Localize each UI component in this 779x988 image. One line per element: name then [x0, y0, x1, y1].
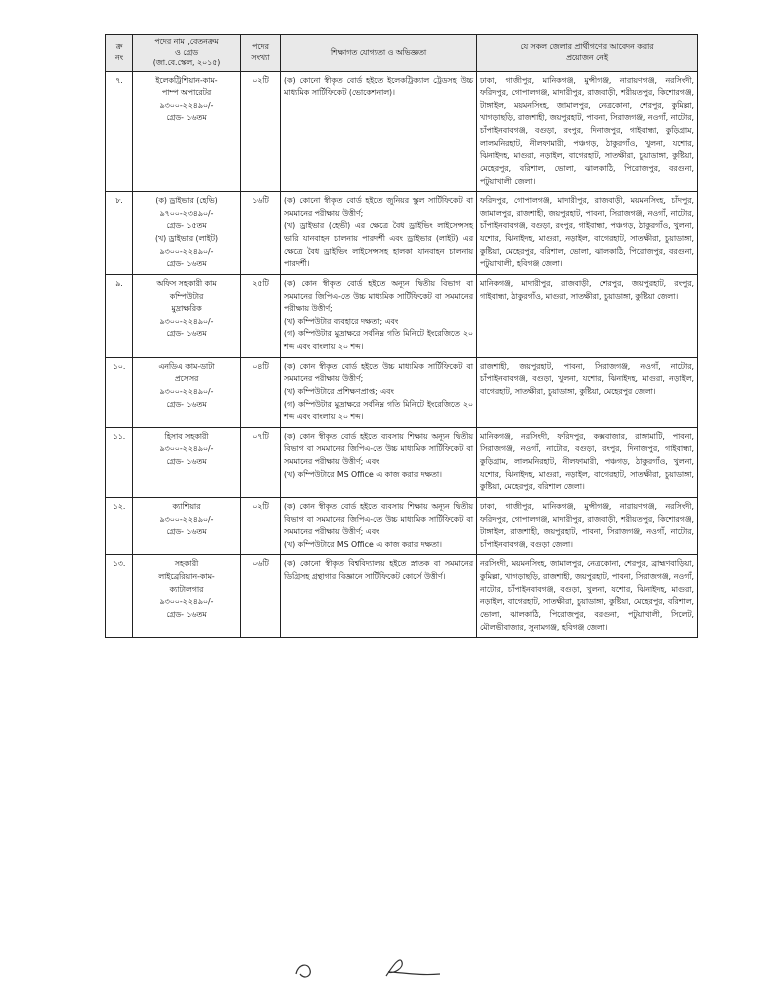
qualification-item: (খ) কম্পিউটারে MS Office এ কাজ করার দক্ষতা।: [284, 469, 442, 479]
table-row: [106, 427, 698, 497]
table-body: [106, 71, 698, 638]
qualification-item: (ক) কোন স্বীকৃত বোর্ড হইতে অন্যূন দ্বিতীয় বিভাগ বা সমমানের জিপিএ-তে উচ্চ মাধ্যমিক সার্টিফিকেট বা সমমানের পরীক্ষায় উত্তীর্ণ;: [284, 278, 473, 314]
qualification-item: (ক) কোনো স্বীকৃত বিশ্ববিদ্যালয় হইতে স্নাতক বা সমমানের ডিগ্রিসহ গ্রন্থাগার বিজ্ঞানে সার্টিফিকেট কোর্সে উত্তীর্ণ।: [284, 559, 473, 582]
qualification-item: (খ) কম্পিউটার ব্যবহারে দক্ষতা; এবং: [284, 316, 399, 326]
row-post-name: [133, 192, 241, 275]
qualification-item: (ক) কোন স্বীকৃত বোর্ড হইতে উচ্চ মাধ্যমিক সার্টিফিকেট বা সমমানের পরীক্ষায় উত্তীর্ণ;: [284, 361, 473, 384]
qualification-item: (গ) কম্পিউটার মুদ্রাক্ষরে সর্বনিম্ন গতি মিনিটে ইংরেজিতে ২০ শব্দ এবং বাংলায় ২০ শব্দ।: [284, 329, 473, 352]
post-line: ইলেকট্রিশিয়ান-কাম-: [155, 75, 218, 85]
post-line: লাইব্রেরিয়ান-কাম-: [158, 572, 215, 582]
post-line: ক্যাশিয়ার: [172, 501, 201, 511]
qualification-item: (খ) কম্পিউটারে প্রশিক্ষণপ্রাপ্ত; এবং: [284, 386, 394, 396]
job-circular-table: [105, 34, 698, 638]
row-vacancy-count: ০৭টি: [241, 427, 281, 497]
row-serial: ৮.: [106, 192, 133, 275]
row-excluded-districts: মানিকগঞ্জ, নরসিংদী, ফরিদপুর, কক্সবাজার, রাঙ্গামাটি, পাবনা, সিরাজগঞ্জ, নওগাঁ, নাটোর, বগুড়া, রংপুর, দিনাজপুর, গাইবান্ধা, কুড়িগ্রাম, লালমনিরহাট, নীলফামারী, পঞ্চগড়, ঠাকুরগাঁও, খুলনা, যশোর, ঝিনাইদহ, মাগুরা, নড়াইল, বাগেরহাট, সাতক্ষীরা, চুয়াডাঙ্গা, কুষ্টিয়া, মেহেরপুর, বরিশাল জেলা।: [477, 427, 698, 497]
post-line: ৯৩০০-২২৪৯০/-: [159, 100, 214, 110]
post-line: ৯৩০০-২২৪৯০/-: [159, 514, 214, 524]
row-serial: ১১.: [106, 427, 133, 497]
post-line: (খ) ড্রাইভার (লাইট): [154, 234, 218, 244]
table-row: [106, 555, 698, 638]
post-line: প্রসেসর: [174, 374, 199, 384]
post-line: ৯৩০০-২২৪৯০/-: [159, 444, 214, 454]
header-districts: যে সকল জেলার প্রার্থীগণের আবেদন করার প্রয়োজন নেই: [477, 35, 698, 72]
post-line: ৯৩০০-২২৪৯০/-: [159, 597, 214, 607]
qualification-item: (ক) কোনো স্বীকৃত বোর্ড হইতে ইলেকট্রিক্যাল ট্রেডসহ উচ্চ মাধ্যমিক সার্টিফিকেট (ভোকেশনাল)।: [284, 75, 473, 98]
row-post-name: [133, 427, 241, 497]
post-line: গ্রেড- ১৬তম: [166, 113, 207, 123]
row-excluded-districts: রাজশাহী, জয়পুরহাট, পাবনা, সিরাজগঞ্জ, নওগাঁ, নাটোর, চাঁপাইনবাবগঞ্জ, বগুড়া, খুলনা, যশোর, ঝিনাইদহ, মাগুরা, নড়াইল, বাগেরহাট, সাতক্ষীরা, চুয়াডাঙ্গা, কুষ্টিয়া, মেহেরপুর জেলা।: [477, 357, 698, 427]
row-post-name: [133, 357, 241, 427]
row-vacancy-count: ১৬টি: [241, 192, 281, 275]
row-post-name: [133, 497, 241, 555]
post-line: ৯৩০০-২২৪৯০/-: [159, 386, 214, 396]
post-line: কম্পিউটার: [169, 291, 204, 301]
table-row: [106, 497, 698, 555]
post-line: মুদ্রাক্ষরিক: [171, 304, 202, 314]
row-excluded-districts: মানিকগঞ্জ, মাদারীপুর, রাজবাড়ী, শেরপুর, জয়পুরহাট, রংপুর, গাইবান্ধা, ঠাকুরগাঁও, মাগুরা, সাতক্ষীরা, চুয়াডাঙ্গা, কুষ্টিয়া জেলা।: [477, 274, 698, 357]
row-serial: ৭.: [106, 71, 133, 192]
row-post-name: [133, 555, 241, 638]
row-excluded-districts: ঢাকা, গাজীপুর, মানিকগঞ্জ, মুন্সীগঞ্জ, নারায়ণগঞ্জ, নরসিংদী, ফরিদপুর, গোপালগঞ্জ, মাদারীপুর, রাজবাড়ী, শরীয়তপুর, কিশোরগঞ্জ, টাঙ্গাইল, রাজশাহী, জয়পুরহাট, পাবনা, সিরাজগঞ্জ, নওগাঁ, নাটোর, চাঁপাইনবাবগঞ্জ, বগুড়া জেলা।: [477, 497, 698, 555]
post-line: গ্রেড- ১৬তম: [166, 399, 207, 409]
qualification-item: (গ) কম্পিউটার মুদ্রাক্ষরে সর্বনিম্ন গতি মিনিটে ইংরেজিতে ২০ শব্দ এবং বাংলায় ২০ শব্দ।: [284, 399, 473, 422]
row-vacancy-count: ০৬টি: [241, 555, 281, 638]
row-vacancy-count: ০২টি: [241, 497, 281, 555]
row-qualification: [281, 274, 477, 357]
post-line: গ্রেড- ১৬তম: [166, 329, 207, 339]
header-vacancy: পদের সংখ্যা: [241, 35, 281, 72]
row-qualification: [281, 357, 477, 427]
row-vacancy-count: ০৪টি: [241, 357, 281, 427]
qualification-item: (ক) কোন স্বীকৃত বোর্ড হইতে ব্যবসায় শিক্ষায় অন্যূন দ্বিতীয় বিভাগ বা সমমানের জিপিএ-তে উচ্চ মাধ্যমিক সার্টিফিকেট বা সমমানের পরীক্ষায় উত্তীর্ণ; এবং: [284, 431, 473, 467]
row-qualification: [281, 497, 477, 555]
post-line: এনডিএ কাম-ডাটা: [158, 361, 215, 371]
post-line: সহকারী: [174, 559, 199, 569]
post-line: গ্রেড- ১৬তম: [166, 609, 207, 619]
post-line: ৯৩০০-২২৪৯০/-: [159, 316, 214, 326]
row-serial: ১০.: [106, 357, 133, 427]
post-line: গ্রেড- ১৬তম: [166, 527, 207, 537]
post-line: গ্রেড- ১৬তম: [166, 457, 207, 467]
header-serial: ক্র নং: [106, 35, 133, 72]
table-row: [106, 357, 698, 427]
qualification-item: (খ) ড্রাইভার (হেভী) এর ক্ষেত্রে বৈধ ড্রাইভিং লাইসেন্সসহ ভারি যানবাহন চালনায় পারদর্শী এবং ড্রাইভার (লাইট) এর ক্ষেত্রে বৈধ ড্রাইভিং লাইসেন্সসহ হালকা যানবাহন চালনায় পারদর্শী।: [284, 221, 473, 269]
row-vacancy-count: ২৫টি: [241, 274, 281, 357]
row-qualification: [281, 71, 477, 192]
qualification-item: (খ) কম্পিউটারে MS Office এ কাজ করার দক্ষতা।: [284, 539, 442, 549]
signature-mark: [290, 950, 460, 984]
row-serial: ১২.: [106, 497, 133, 555]
header-qualification: শিক্ষাগত যোগ্যতা ও অভিজ্ঞতা: [281, 35, 477, 72]
post-line: ৯৭০০-২৩৪৯০/-: [159, 208, 214, 218]
post-line: ৯৩০০-২২৪৯০/-: [159, 246, 214, 256]
qualification-item: (ক) কোন স্বীকৃত বোর্ড হইতে ব্যবসায় শিক্ষায় অন্যূন দ্বিতীয় বিভাগ বা সমমানের জিপিএ-তে উচ্চ মাধ্যমিক সার্টিফিকেট বা সমমানের পরীক্ষায় উত্তীর্ণ; এবং: [284, 501, 473, 537]
row-post-name: [133, 71, 241, 192]
row-vacancy-count: ০২টি: [241, 71, 281, 192]
table-header-row: [106, 35, 698, 72]
table-row: [106, 274, 698, 357]
row-serial: ৯.: [106, 274, 133, 357]
row-serial: ১৩.: [106, 555, 133, 638]
row-excluded-districts: নরসিংদী, ময়মনসিংহ, জামালপুর, নেত্রকোনা, শেরপুর, ব্রাহ্মণবাড়িয়া, কুমিল্লা, খাগড়াছড়ি, রাজশাহী, জয়পুরহাট, পাবনা, সিরাজগঞ্জ, নওগাঁ, নাটোর, চাঁপাইনবাবগঞ্জ, বগুড়া, খুলনা, যশোর, ঝিনাইদহ, মাগুরা, নড়াইল, বাগেরহাট, সাতক্ষীরা, চুয়াডাঙ্গা, কুষ্টিয়া, মেহেরপুর, বরিশাল, ভোলা, ঝালকাঠি, পিরোজপুর, বরগুনা, পটুয়াখালী, সিলেট, মৌলভীবাজার, সুনামগঞ্জ, হবিগঞ্জ জেলা।: [477, 555, 698, 638]
row-post-name: [133, 274, 241, 357]
qualification-item: (ক) কোনো স্বীকৃত বোর্ড হইতে জুনিয়র স্কুল সার্টিফিকেট বা সমমানের পরীক্ষায় উত্তীর্ণ;: [284, 196, 473, 218]
post-line: হিসাব সহকারী: [164, 431, 209, 441]
header-post-name: পদের নাম ,বেতনক্রম ও গ্রেড (জা.বে.স্কেল, ২০১৫): [133, 35, 241, 72]
row-excluded-districts: ফরিদপুর, গোপালগঞ্জ, মাদারীপুর, রাজবাড়ী, ময়মনসিংহ, চাঁদপুর, জামালপুর, রাজশাহী, জয়পুরহাট, পাবনা, সিরাজগঞ্জ, নওগাঁ, নাটোর, চাঁপাইনবাবগঞ্জ, বগুড়া, রংপুর, গাইবান্ধা, পঞ্চগড়, ঠাকুরগাঁও, খুলনা, যশোর, ঝিনাইদহ, মাগুরা, নড়াইল, বাগেরহাট, সাতক্ষীরা, চুয়াডাঙ্গা, কুষ্টিয়া, মেহেরপুর, বরিশাল, ভোলা, ঝালকাঠি, পিরোজপুর, বরগুনা, পটুয়াখালী, হবিগঞ্জ জেলা।: [477, 192, 698, 275]
post-line: অফিস সহকারী কাম: [156, 278, 217, 288]
table-row: [106, 71, 698, 192]
post-line: গ্রেড- ১৬তম: [166, 259, 207, 269]
post-line: ক্যাটালগার: [169, 584, 204, 594]
post-line: (ক) ড্রাইভার (হেভি): [155, 196, 218, 206]
table-row: [106, 192, 698, 275]
row-qualification: [281, 427, 477, 497]
post-line: গ্রেড- ১৫তম: [166, 221, 207, 231]
post-line: পাম্প অপারেটর: [161, 88, 212, 98]
row-qualification: [281, 192, 477, 275]
row-excluded-districts: ঢাকা, গাজীপুর, মানিকগঞ্জ, মুন্সীগঞ্জ, নারায়ণগঞ্জ, নরসিংদী, ফরিদপুর, গোপালগঞ্জ, মাদারীপুর, রাজবাড়ী, শরীয়তপুর, কিশোরগঞ্জ, টাঙ্গাইল, ময়মনসিংহ, জামালপুর, নেত্রকোনা, শেরপুর, কুমিল্লা, খাগড়াছড়ি, রাজশাহী, জয়পুরহাট, পাবনা, সিরাজগঞ্জ, নওগাঁ, নাটোর, চাঁপাইনবাবগঞ্জ, বগুড়া, রংপুর, দিনাজপুর, গাইবান্ধা, কুড়িগ্রাম, লালমনিরহাট, নীলফামারী, পঞ্চগড়, ঠাকুরগাঁও, খুলনা, যশোর, ঝিনাইদহ, মাগুরা, নড়াইল, বাগেরহাট, সাতক্ষীরা, চুয়াডাঙ্গা, কুষ্টিয়া, মেহেরপুর, বরিশাল, ভোলা, ঝালকাঠি, পিরোজপুর, বরগুনা, পটুয়াখালী জেলা।: [477, 71, 698, 192]
row-qualification: [281, 555, 477, 638]
